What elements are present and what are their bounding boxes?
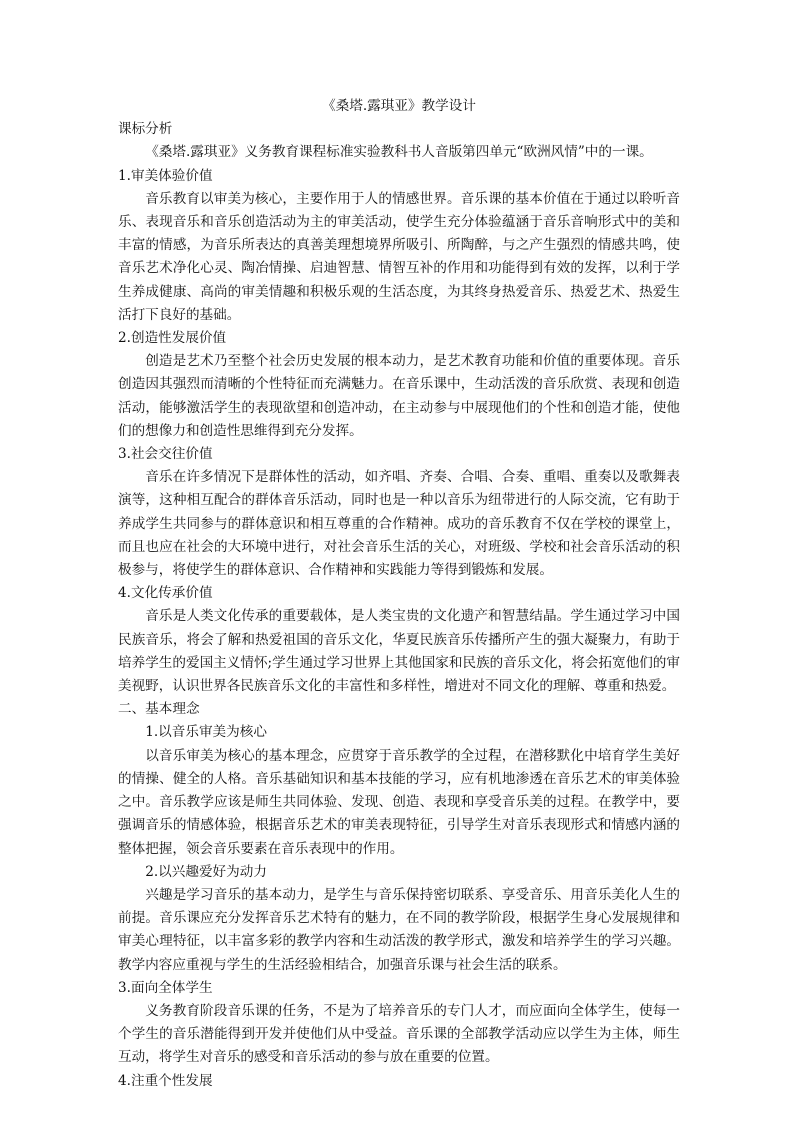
concept-text-interest: 兴趣是学习音乐的基本动力，是学生与音乐保持密切联系、享受音乐、用音乐美化人生的前提。音乐课应充分发挥音乐艺术特有的魅力，在不同的教学阶段，根据学生身心发展规律和审美心理特征，以丰富多彩的教学内容和生动活泼的教学形式，激发和培养学生的学习兴趣。教学内容应重视与学生的生活经验相结合，加强音乐课与社会生活的联系。 [118,886,680,973]
item-heading-aesthetic: 1.审美体验价值 [118,167,213,184]
item-text-social: 音乐在许多情况下是群体性的活动，如齐唱、齐奏、合唱、合奏、重唱、重奏以及歌舞表演等，这种相互配合的群体音乐活动，同时也是一种以音乐为纽带进行的人际交流，它有助于养成学生共同参与的群体意识和相互尊重的合作精神。成功的音乐教育不仅在学校的课堂上，而且也应在社会的大环境中进行，对社会音乐生活的关心，对班级、学校和社会音乐活动的积极参与，将使学生的群体意识、合作精神和实践能力等得到锻炼和发展。 [118,469,680,579]
item-text-creativity: 创造是艺术乃至整个社会历史发展的根本动力，是艺术教育功能和价值的重要体现。音乐创造因其强烈而清晰的个性特征而充满魅力。在音乐课中，生动活泼的音乐欣赏、表现和创造活动，能够激活学生的表现欲望和创造冲动，在主动参与中展现他们的个性和创造才能，使他们的想像力和创造性思维得到充分发挥。 [118,353,680,439]
concept-heading-all-students: 3.面向全体学生 [118,979,213,996]
concept-text-all-students: 义务教育阶段音乐课的任务，不是为了培养音乐的专门人才，而应面向全体学生，使每一个学生的音乐潜能得到开发并使他们从中受益。音乐课的全部教学活动应以学生为主体，师生互动，将学生对音乐的感受和音乐活动的参与放在重要的位置。 [118,1002,680,1066]
item-heading-culture: 4.文化传承价值 [118,585,213,602]
concept-heading-aesthetic-core: 1.以音乐审美为核心 [145,724,267,741]
section-heading-curriculum-analysis: 课标分析 [118,121,173,138]
document-page [118,95,680,1093]
concept-heading-individuality: 4.注重个性发展 [118,1072,213,1089]
document-title: 《桑塔.露琪亚》教学设计 [322,98,476,114]
item-heading-social: 3.社会交往价值 [118,446,213,463]
concept-heading-interest: 2.以兴趣爱好为动力 [145,863,267,880]
concept-text-aesthetic-core: 以音乐审美为核心的基本理念，应贯穿于音乐教学的全过程，在潜移默化中培育学生美好的情操、健全的人格。音乐基础知识和基本技能的学习，应有机地渗透在音乐艺术的审美体验之中。音乐教学应该是师生共同体验、发现、创造、表现和享受音乐美的过程。在教学中，要强调音乐的情感体验，根据音乐艺术的审美表现特征，引导学生对音乐表现形式和情感内涵的整体把握，领会音乐要素在音乐表现中的作用。 [118,747,680,857]
section-heading-basic-concepts: 二、基本理念 [118,701,200,718]
item-text-culture: 音乐是人类文化传承的重要载体，是人类宝贵的文化遗产和智慧结晶。学生通过学习中国民族音乐，将会了解和热爱祖国的音乐文化，华夏民族音乐传播所产生的强大凝聚力，有助于培养学生的爱国主义情怀;学生通过学习世界上其他国家和民族的音乐文化，将会拓宽他们的审美视野，认识世界各民族音乐文化的丰富性和多样性，增进对不同文化的理解、尊重和热爱。 [118,608,680,695]
intro-paragraph: 《桑塔.露琪亚》义务教育课程标准实验教科书人音版第四单元“欧洲风情”中的一课。 [145,144,653,161]
item-text-aesthetic: 音乐教育以审美为核心，主要作用于人的情感世界。音乐课的基本价值在于通过以聆听音乐、表现音乐和音乐创造活动为主的审美活动，使学生充分体验蕴涵于音乐音响形式中的美和丰富的情感，为音乐所表达的真善美理想境界所吸引、所陶醉，与之产生强烈的情感共鸣，使音乐艺术净化心灵、陶冶情操、启迪智慧、情智互补的作用和功能得到有效的发挥，以利于学生养成健康、高尚的审美情趣和积极乐观的生活态度，为其终身热爱音乐、热爱艺术、热爱生活打下良好的基础。 [118,190,680,323]
item-heading-creativity: 2.创造性发展价值 [118,330,227,347]
